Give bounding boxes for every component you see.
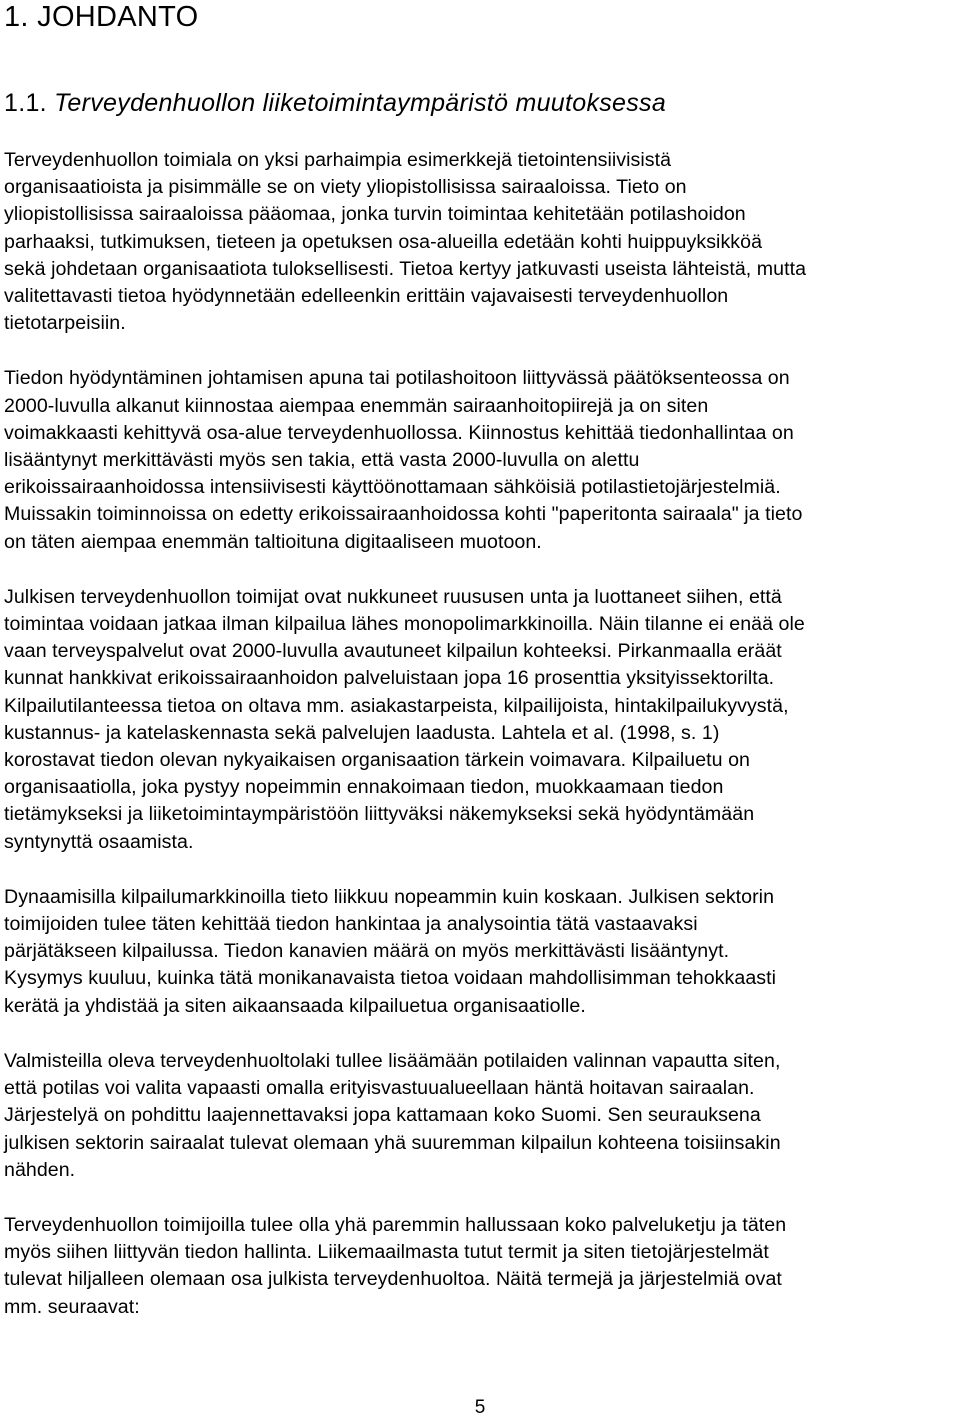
text-line: Kilpailutilanteessa tietoa on oltava mm. asiakastarpeista, kilpailijoista, hintakilpailukyvystä, [4, 694, 789, 717]
text-line: vaan terveyspalvelut ovat 2000-luvulla avautuneet kilpailun kohteeksi. Pirkanmaalla eräät [4, 640, 782, 663]
text-line: Muissakin toiminnoissa on edetty erikoissairaanhoidossa kohti "paperitonta sairaala" ja tieto [4, 503, 803, 526]
paragraph-3 [4, 584, 956, 856]
text-line: syntynyttä osaamista. [4, 830, 194, 853]
text-line: korostavat tiedon olevan nykyaikaisen organisaation tärkein voimavara. Kilpailuetu on [4, 749, 750, 772]
text-line: on täten aiempaa enemmän taltioituna digitaaliseen muotoon. [4, 530, 542, 553]
chapter-heading: 1. JOHDANTO [4, 1, 199, 33]
section-title: Terveydenhuollon liiketoimintaympäristö muutoksessa [54, 89, 667, 117]
paragraph-4 [4, 884, 956, 1020]
text-line: toimintaa voidaan jatkaa ilman kilpailua lähes monopolimarkkinoilla. Näin tilanne ei enää ole [4, 613, 805, 636]
text-line: tulevat hiljalleen olemaan osa julkista terveydenhuoltoa. Näitä termejä ja järjestelmiä ovat [4, 1268, 782, 1291]
document-page [4, 0, 956, 1321]
paragraph-6 [4, 1212, 956, 1321]
text-line: tietotarpeisiin. [4, 312, 126, 335]
text-line: Terveydenhuollon toimiala on yksi parhaimpia esimerkkejä tietointensiivisistä [4, 149, 672, 171]
paragraph-1 [4, 147, 956, 337]
text-line: erikoissairaanhoidossa intensiivisesti käyttöönottamaan sähköisiä potilastietojärjestelmiä. [4, 476, 781, 499]
text-line: kerätä ja yhdistää ja siten aikaansaada kilpailuetua organisaatiolle. [4, 994, 586, 1017]
text-line: valitettavasti tietoa hyödynnetään edelleenkin erittäin vajavaisesti terveydenhuollon [4, 285, 729, 308]
paragraph-2 [4, 365, 956, 555]
text-line: Julkisen terveydenhuollon toimijat ovat nukkuneet ruususen unta ja luottaneet siihen, että [4, 585, 782, 608]
text-line: Kysymys kuuluu, kuinka tätä monikanavaista tietoa voidaan mahdollisimman tehokkaasti [4, 967, 777, 990]
text-line: kustannus- ja katelaskennasta sekä palvelujen laadusta. Lahtela et al. (1998, s. 1) [4, 721, 720, 744]
text-line: myös siihen liittyvän tiedon hallinta. Liikemaailmasta tutut termit ja siten tietojärjestelmät [4, 1241, 769, 1264]
paragraph-5 [4, 1048, 956, 1184]
text-line: pärjätäkseen kilpailussa. Tiedon kanavien määrä on myös merkittävästi lisääntynyt. [4, 940, 730, 963]
text-line: että potilas voi valita vapaasti omalla erityisvastuualueellaan häntä hoitavan sairaalan. [4, 1077, 755, 1100]
text-line: kunnat hankkivat erikoissairaanhoidon palveluistaan jopa 16 prosenttia yksityissektorilta. [4, 667, 775, 690]
text-line: toimijoiden tulee täten kehittää tiedon hankintaa ja analysointia tätä vastaavaksi [4, 913, 698, 936]
text-line: Dynaamisilla kilpailumarkkinoilla tieto liikkuu nopeammin kuin koskaan. Julkisen sektorin [4, 885, 775, 908]
text-line: yliopistollisissa sairaaloissa pääomaa, jonka turvin toimintaa kehitetään potilashoidon [4, 203, 746, 226]
text-line: tietämykseksi ja liiketoimintaympäristöön liittyväksi näkemykseksi sekä hyödyntämään [4, 803, 755, 826]
text-line: lisääntynyt merkittävästi myös sen takia, että vasta 2000-luvulla on alettu [4, 449, 640, 472]
text-line: voimakkaasti kehittyvä osa-alue terveydenhuollossa. Kiinnostus kehittää tiedonhallintaa on [4, 421, 794, 444]
page-number: 5 [474, 1397, 486, 1418]
text-line: mm. seuraavat: [4, 1295, 140, 1318]
section-number: 1.1. [4, 89, 47, 117]
text-line: Tiedon hyödyntäminen johtamisen apuna tai potilashoitoon liittyvässä päätöksenteossa on [4, 367, 790, 390]
text-line: organisaatiolla, joka pystyy nopeimmin ennakoimaan tiedon, muokkaamaan tiedon [4, 776, 724, 799]
text-line: parhaaksi, tutkimuksen, tieteen ja opetuksen osa-alueilla edetään kohti huippuyksikköä [4, 230, 763, 253]
text-line: Valmisteilla oleva terveydenhuoltolaki tullee lisäämään potilaiden valinnan vapautta siten, [4, 1049, 781, 1072]
text-line: sekä johdetaan organisaatiota tuloksellisesti. Tietoa kertyy jatkuvasti useista lähteistä, mutta [4, 257, 807, 280]
text-line: organisaatioista ja pisimmälle se on viety yliopistollisissa sairaaloissa. Tieto on [4, 176, 687, 199]
text-line: Järjestelyä on pohdittu laajennettavaksi jopa kattamaan koko Suomi. Sen seurauksena [4, 1104, 761, 1127]
text-line: julkisen sektorin sairaalat tulevat olemaan yhä suuremman kilpailun kohteena toisiinsakin [4, 1131, 781, 1154]
body-text [4, 147, 956, 1321]
text-line: 2000-luvulla alkanut kiinnostaa aiempaa enemmän sairaanhoitopiirejä ja on siten [4, 394, 709, 417]
text-line: nähden. [4, 1158, 76, 1181]
section-heading [4, 88, 956, 118]
text-line: Terveydenhuollon toimijoilla tulee olla yhä paremmin hallussaan koko palveluketju ja täten [4, 1213, 787, 1236]
